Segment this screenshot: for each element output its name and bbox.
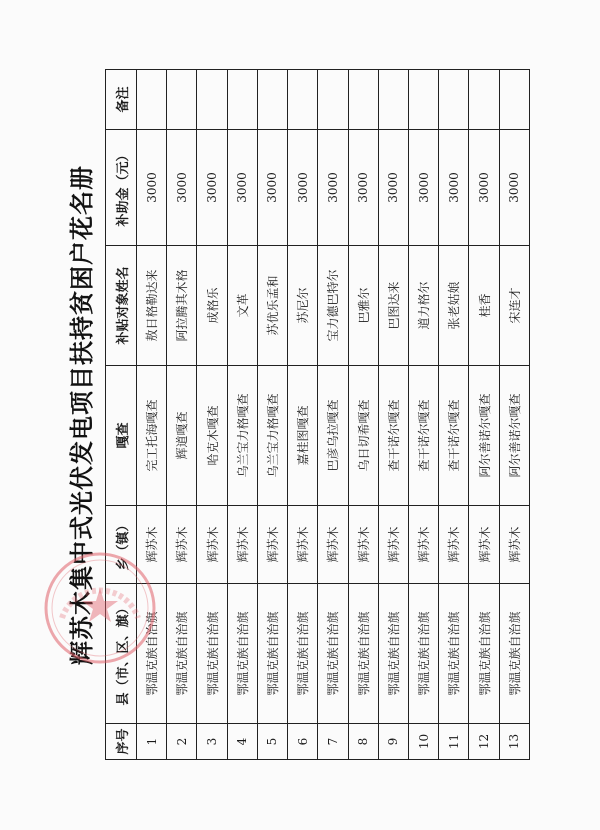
cell-no: 7 [318, 724, 348, 760]
cell-no: 13 [499, 724, 529, 760]
cell-no: 2 [167, 724, 197, 760]
cell-amount: 3000 [348, 130, 378, 246]
cell-note [288, 70, 318, 130]
cell-village: 辉道嘎查 [167, 366, 197, 506]
cell-name: 苏尼尔 [288, 246, 318, 366]
cell-amount: 3000 [257, 130, 287, 246]
table-row [439, 70, 469, 760]
header-town: 乡（镇） [106, 506, 137, 584]
cell-village: 哈克木嘎查 [197, 366, 227, 506]
cell-town: 辉苏木 [469, 506, 499, 584]
cell-note [318, 70, 348, 130]
cell-amount: 3000 [499, 130, 529, 246]
header-note: 备注 [106, 70, 137, 130]
cell-name: 巴图达来 [378, 246, 408, 366]
cell-name: 成格乐 [197, 246, 227, 366]
cell-county: 鄂温克族自治旗 [318, 584, 348, 724]
beneficiary-table [105, 69, 530, 760]
cell-county: 鄂温克族自治旗 [499, 584, 529, 724]
cell-no: 11 [439, 724, 469, 760]
cell-town: 辉苏木 [288, 506, 318, 584]
cell-county: 鄂温克族自治旗 [469, 584, 499, 724]
cell-no: 5 [257, 724, 287, 760]
cell-note [227, 70, 257, 130]
cell-amount: 3000 [439, 130, 469, 246]
cell-town: 辉苏木 [348, 506, 378, 584]
cell-county: 鄂温克族自治旗 [408, 584, 438, 724]
cell-name: 宋连才 [499, 246, 529, 366]
cell-county: 鄂温克族自治旗 [197, 584, 227, 724]
cell-town: 辉苏木 [137, 506, 167, 584]
cell-county: 鄂温克族自治旗 [439, 584, 469, 724]
table-row [137, 70, 167, 760]
cell-county: 鄂温克族自治旗 [137, 584, 167, 724]
cell-town: 辉苏木 [378, 506, 408, 584]
cell-amount: 3000 [469, 130, 499, 246]
header-name: 补贴对象姓名 [106, 246, 137, 366]
cell-no: 1 [137, 724, 167, 760]
cell-amount: 3000 [167, 130, 197, 246]
cell-village: 巴彦乌拉嘎查 [318, 366, 348, 506]
cell-name: 桂香 [469, 246, 499, 366]
cell-village: 阿尔善诺尔嘎查 [499, 366, 529, 506]
table-row [348, 70, 378, 760]
header-no: 序号 [106, 724, 137, 760]
table-row [378, 70, 408, 760]
cell-county: 鄂温克族自治旗 [227, 584, 257, 724]
cell-town: 辉苏木 [167, 506, 197, 584]
cell-note [197, 70, 227, 130]
cell-amount: 3000 [288, 130, 318, 246]
table-row [318, 70, 348, 760]
rotated-document [65, 70, 535, 760]
cell-note [408, 70, 438, 130]
table-row [257, 70, 287, 760]
cell-name: 张老姑娘 [439, 246, 469, 366]
table-row [197, 70, 227, 760]
cell-amount: 3000 [378, 130, 408, 246]
cell-amount: 3000 [197, 130, 227, 246]
cell-county: 鄂温克族自治旗 [348, 584, 378, 724]
cell-village: 查干诺尔嘎查 [439, 366, 469, 506]
cell-village: 乌兰宝力格嘎查 [227, 366, 257, 506]
cell-note [499, 70, 529, 130]
cell-town: 辉苏木 [197, 506, 227, 584]
cell-note [439, 70, 469, 130]
table-row [227, 70, 257, 760]
cell-no: 10 [408, 724, 438, 760]
cell-village: 乌日切希嘎查 [348, 366, 378, 506]
cell-no: 3 [197, 724, 227, 760]
cell-name: 文革 [227, 246, 257, 366]
cell-town: 辉苏木 [227, 506, 257, 584]
cell-village: 完工托海嘎查 [137, 366, 167, 506]
header-county: 县（市、区、旗） [106, 584, 137, 724]
cell-county: 鄂温克族自治旗 [257, 584, 287, 724]
table-row [167, 70, 197, 760]
cell-note [137, 70, 167, 130]
cell-town: 辉苏木 [439, 506, 469, 584]
cell-county: 鄂温克族自治旗 [288, 584, 318, 724]
cell-note [348, 70, 378, 130]
cell-village: 嘉桂图嘎查 [288, 366, 318, 506]
cell-name: 宝力德巴特尔 [318, 246, 348, 366]
cell-village: 乌兰宝力格嘎查 [257, 366, 287, 506]
cell-no: 6 [288, 724, 318, 760]
cell-name: 巴雅尔 [348, 246, 378, 366]
cell-name: 敖日格勒达来 [137, 246, 167, 366]
cell-town: 辉苏木 [257, 506, 287, 584]
cell-no: 12 [469, 724, 499, 760]
cell-town: 辉苏木 [499, 506, 529, 584]
table-row [499, 70, 529, 760]
cell-note [469, 70, 499, 130]
cell-no: 9 [378, 724, 408, 760]
cell-name: 苏优乐孟和 [257, 246, 287, 366]
cell-no: 8 [348, 724, 378, 760]
document-title: 辉苏木集中式光伏发电项目扶持贫困户花名册 [68, 165, 96, 665]
table-row [288, 70, 318, 760]
cell-amount: 3000 [227, 130, 257, 246]
cell-village: 查干诺尔嘎查 [408, 366, 438, 506]
cell-town: 辉苏木 [318, 506, 348, 584]
cell-no: 4 [227, 724, 257, 760]
cell-note [257, 70, 287, 130]
header-amount: 补助金（元） [106, 130, 137, 246]
cell-village: 阿尔善诺尔嘎查 [469, 366, 499, 506]
cell-village: 查干诺尔嘎查 [378, 366, 408, 506]
cell-county: 鄂温克族自治旗 [378, 584, 408, 724]
cell-amount: 3000 [137, 130, 167, 246]
table-row [469, 70, 499, 760]
cell-amount: 3000 [318, 130, 348, 246]
cell-name: 道力格尔 [408, 246, 438, 366]
table-header-row [106, 70, 137, 760]
cell-note [378, 70, 408, 130]
cell-name: 阿拉腾其木格 [167, 246, 197, 366]
cell-amount: 3000 [408, 130, 438, 246]
cell-note [167, 70, 197, 130]
cell-county: 鄂温克族自治旗 [167, 584, 197, 724]
table-row [408, 70, 438, 760]
header-village: 嘎查 [106, 366, 137, 506]
cell-town: 辉苏木 [408, 506, 438, 584]
